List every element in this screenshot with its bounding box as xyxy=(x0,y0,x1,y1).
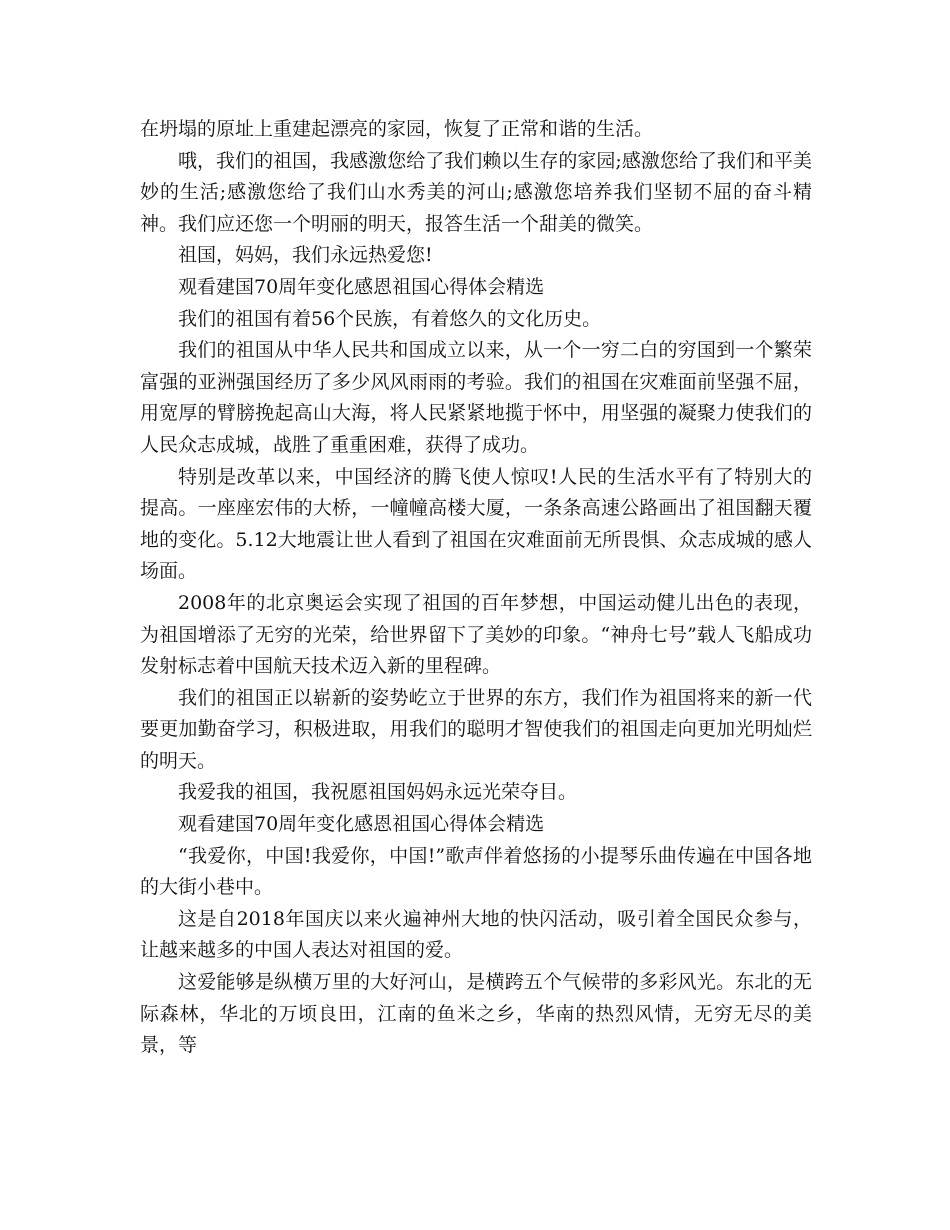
paragraph: 我们的祖国从中华人民共和国成立以来，从一个一穷二白的穷国到一个繁荣富强的亚洲强国经历了多少风风雨雨的考验。我们的祖国在灾难面前坚强不屈，用宽厚的臂膀挽起高山大海，将人民紧紧地揽于怀中，用坚强的凝聚力使我们的人民众志成城，战胜了重重困难，获得了成功。 xyxy=(140,339,812,456)
paragraph: 我们的祖国有着56个民族，有着悠久的文化历史。 xyxy=(178,307,602,330)
section-title: 观看建国70周年变化感恩祖国心得体会精选 xyxy=(178,813,545,836)
paragraph: 我们的祖国正以崭新的姿势屹立于世界的东方，我们作为祖国将来的新一代要更加勤奋学习，积极进取，用我们的聪明才智使我们的祖国走向更加光明灿烂的明天。 xyxy=(140,686,812,772)
paragraph: 哦，我们的祖国，我感激您给了我们赖以生存的家园;感激您给了我们和平美妙的生活;感激您给了我们山水秀美的河山;感激您培养我们坚韧不屈的奋斗精神。我们应还您一个明丽的明天，报答生活一个甜美的微笑。 xyxy=(140,149,812,235)
paragraph: 我爱我的祖国，我祝愿祖国妈妈永远光荣夺目。 xyxy=(178,781,578,804)
paragraph: 这爱能够是纵横万里的大好河山，是横跨五个气候带的多彩风光。东北的无际森林，华北的万顷良田，江南的鱼米之乡，华南的热烈风情，无穷无尽的美景，等 xyxy=(140,971,812,1057)
section-title: 观看建国70周年变化感恩祖国心得体会精选 xyxy=(178,275,545,298)
document-body xyxy=(140,114,812,1062)
paragraph: 特别是改革以来，中国经济的腾飞使人惊叹!人民的生活水平有了特别大的提高。一座座宏伟的大桥，一幢幢高楼大厦，一条条高速公路画出了祖国翻天覆地的变化。5.12大地震让世人看到了祖国在灾难面前无所畏惧、众志成城的感人场面。 xyxy=(140,465,812,583)
paragraph: 祖国，妈妈，我们永远热爱您! xyxy=(178,244,433,267)
paragraph: 这是自2018年国庆以来火遍神州大地的快闪活动，吸引着全国民众参与，让越来越多的中国人表达对祖国的爱。 xyxy=(140,907,812,962)
paragraph: 在坍塌的原址上重建起漂亮的家园，恢复了正常和谐的生活。 xyxy=(140,118,654,140)
paragraph: “我爱你，中国!我爱你，中国!”歌声伴着悠扬的小提琴乐曲传遍在中国各地的大街小巷中。 xyxy=(140,844,812,899)
paragraph: 2008年的北京奥运会实现了祖国的百年梦想，中国运动健儿出色的表现，为祖国增添了无穷的光荣，给世界留下了美妙的印象。“神舟七号”载人飞船成功发射标志着中国航天技术迈入新的里程碑。 xyxy=(140,591,812,678)
